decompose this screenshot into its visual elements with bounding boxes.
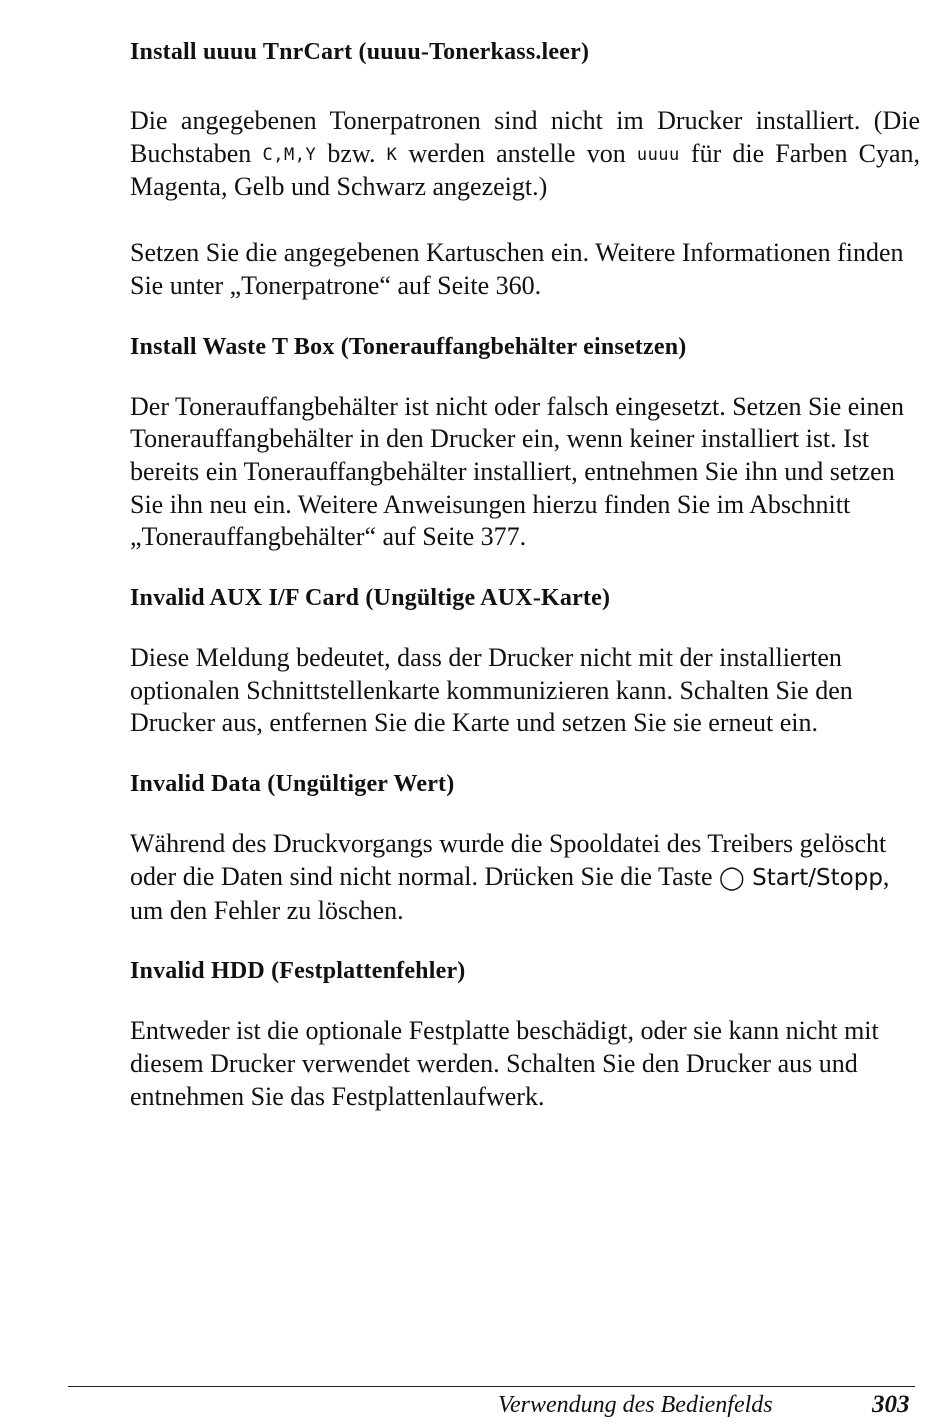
code-comma: , (273, 144, 284, 165)
section-heading-invalid-data: Invalid Data (Ungültiger Wert) (130, 771, 455, 798)
section-heading-invalid-aux: Invalid AUX I/F Card (Ungültige AUX-Karte) (130, 585, 611, 612)
code-comma: , (294, 144, 306, 165)
code-m: M (283, 144, 295, 165)
section-heading-install-tnrcart: Install uuuu TnrCart (uuuu-Tonerkass.leer) (130, 39, 590, 65)
text-part: bzw. (316, 138, 387, 168)
paragraph-kartuschen-einsetzen: Setzen Sie die angegebenen Kartuschen ein. Weitere Informationen finden Sie unter „Tonerpatrone“ auf Seite 360. (130, 238, 904, 300)
code-uuuu: uuuu (636, 144, 680, 165)
code-k: K (386, 144, 398, 165)
section-heading-invalid-hdd: Invalid HDD (Festplattenfehler) (130, 958, 466, 985)
page-content (130, 32, 920, 1113)
text-part: Die angegebenen Tonerpatronen sind nicht im Drucker installiert. (Die Buchstaben (130, 106, 920, 168)
paragraph-invalid-data (130, 828, 920, 927)
start-stopp-button-label: ◯ Start/Stopp (719, 864, 883, 891)
text-part: Während des Druckvorgangs wurde die Spooldatei des Treibers gelöscht oder die Daten sind nicht normal. Drücken Sie die Taste (130, 829, 887, 891)
footer-chapter-title: Verwendung des Bedienfelds (498, 1392, 773, 1418)
footer-page-number: 303 (872, 1391, 910, 1418)
paragraph-invalid-hdd: Entweder ist die optionale Festplatte beschädigt, oder sie kann nicht mit diesem Drucker verwendet werden. Schalten Sie den Drucker aus und entnehmen Sie das Festplattenlaufwerk. (130, 1016, 879, 1111)
footer-divider (68, 1386, 915, 1387)
text-part: werden anstelle von (397, 138, 637, 168)
text-part: für die Farben Cyan, Magenta, Gelb und Schwarz angezeigt.) (130, 138, 920, 202)
paragraph-aux-karte: Diese Meldung bedeutet, dass der Drucker nicht mit der installierten optionalen Schnittstellenkarte kommunizieren kann. Schalten Sie den Drucker aus, entfernen Sie die Karte und setzen Sie sie erneut ein. (130, 643, 853, 738)
text-part: , um den Fehler zu löschen. (130, 861, 890, 925)
code-c: C (262, 144, 274, 165)
paragraph-tonerpatronen-not-installed (130, 105, 920, 204)
section-heading-install-waste-box: Install Waste T Box (Tonerauffangbehälter einsetzen) (130, 333, 687, 360)
paragraph-tonerauffangbehaelter: Der Tonerauffangbehälter ist nicht oder falsch eingesetzt. Setzen Sie einen Tonerauffangbehälter in den Drucker ein, wenn keiner installiert ist. Ist bereits ein Tonerauffangbehälter installiert, entnehmen Sie ihn und setzen Sie ihn neu ein. Weitere Anweisungen hierzu finden Sie im Abschnitt „Tonerauffangbehälter“ auf Seite 377. (130, 391, 905, 552)
code-y: Y (305, 144, 317, 165)
